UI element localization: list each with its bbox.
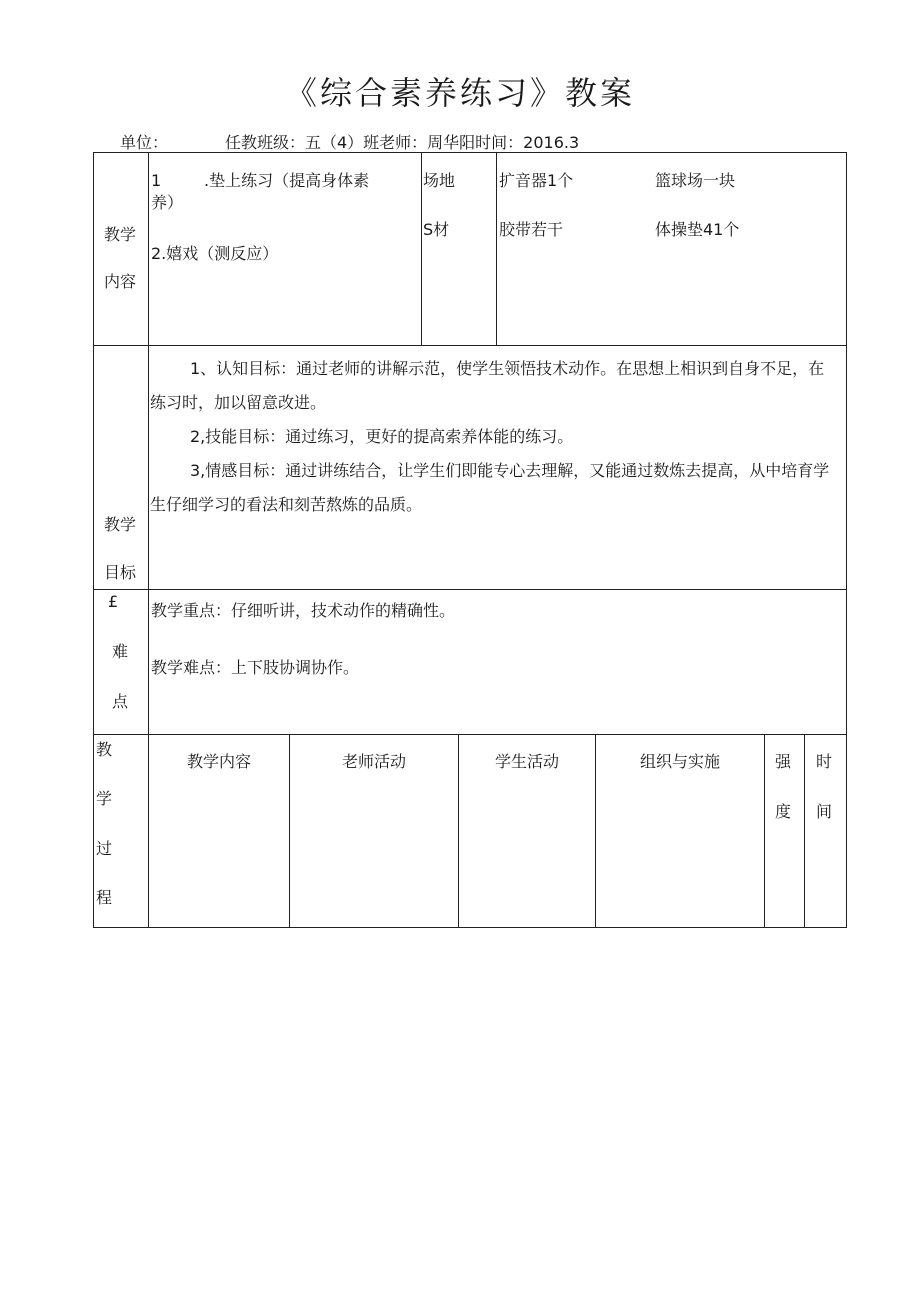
column-header-time-char: 时 [816,752,833,771]
difficulty-point: 教学难点：上下肢协调协作。 [151,658,360,677]
content-item1-text: .垫上练习（提高身体素 [204,171,370,190]
column-header-student: 学生活动 [494,752,559,771]
cell-divider [496,152,497,345]
equipment-item: 胶带若干 [499,220,564,239]
cell-divider [804,734,805,927]
content-item1-number: 1 [151,171,162,190]
venue-item: 扩音器1个 [499,171,574,190]
equipment-item: 体操垫41个 [655,220,740,239]
content-item1-text-cont: 养） [151,193,184,212]
objectives-text [150,352,836,522]
table-border-top [93,152,847,153]
process-label-char: 过 [96,839,113,858]
table-border-bottom [93,927,847,928]
objectives-label-line2: 目标 [104,563,137,582]
column-header-time-char: 间 [816,802,833,821]
row-divider [93,734,847,735]
table-border-left [93,152,94,928]
keypoints-label-line1: £ [108,592,119,611]
content-label-line2: 内容 [104,272,137,291]
row-divider [93,345,847,346]
key-point: 教学重点：仔细听讲，技术动作的精确性。 [151,601,456,620]
unit-label: 单位： [120,133,169,152]
column-header-teacher: 老师活动 [341,752,406,771]
cell-divider [764,734,765,927]
process-label-char: 程 [96,888,113,907]
venue-label: 场地 [423,171,456,190]
objective-cognitive: 1、认知目标：通过老师的讲解示范，使学生领悟技术动作。在思想上相识到自身不足，在练习时，加以留意改进。 [150,359,825,412]
column-header-intensity-char: 度 [775,802,792,821]
cell-divider [421,152,422,345]
row-divider [93,589,847,590]
label-column-divider [148,152,149,734]
objective-skill: 2,技能目标：通过练习，更好的提高索养体能的练习。 [190,427,574,446]
equipment-label: S材 [423,220,450,239]
process-label-char: 教 [96,740,113,759]
keypoints-label-line2: 难 [112,642,129,661]
class-teacher-date: 任教班级：五（4）班老师：周华阳时间：2016.3 [225,133,580,152]
page-title: 《综合素养练习》教案 [284,74,635,112]
objective-affective: 3,情感目标：通过讲练结合，让学生们即能专心去理解，又能通过数炼去提高，从中培育学生仔细学习的看法和刻苦熬炼的品质。 [150,461,830,514]
table-border-right [846,152,847,928]
venue-item: 篮球场一块 [655,171,736,190]
column-header-intensity-char: 强 [775,752,792,771]
column-header-organization: 组织与实施 [639,752,720,771]
process-label-char: 学 [96,789,113,808]
objectives-label-line1: 教学 [104,515,137,534]
column-header-content: 教学内容 [186,752,251,771]
keypoints-label-line3: 点 [112,692,129,711]
content-item2: 2.嬉戏（测反应） [151,244,279,263]
content-label-line1: 教学 [104,225,137,244]
